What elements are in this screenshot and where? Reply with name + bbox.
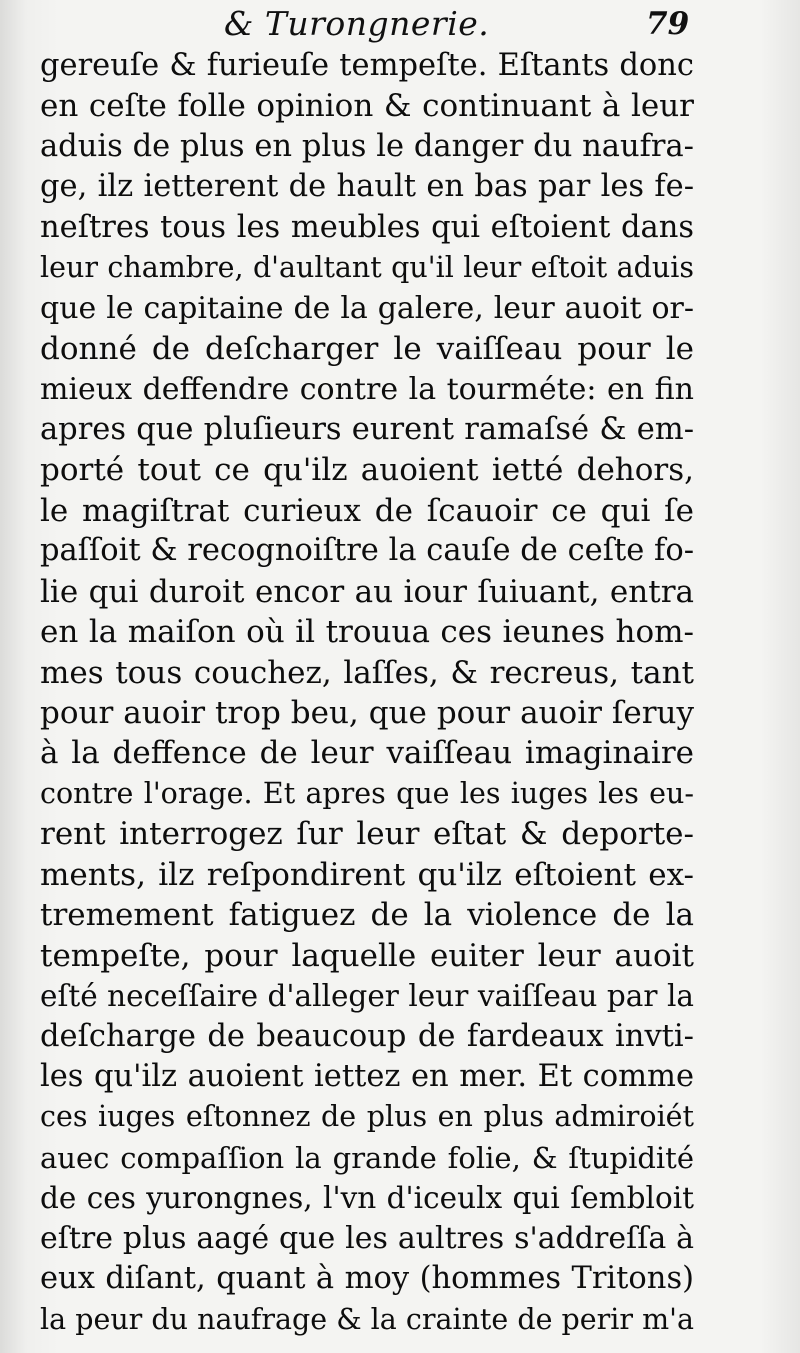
text-line: la peur du naufrage & la crainte de perir m'a xyxy=(40,1302,694,1336)
text-line: que le capitaine de la galere, leur auoit or- xyxy=(40,290,694,326)
text-line: en ceſte folle opinion & continuant à leur xyxy=(40,88,694,125)
text-line: donné de deſcharger le vaiſſeau pour le xyxy=(40,331,694,368)
text-line: neſtres tous les meubles qui eſtoient dans xyxy=(40,209,694,245)
text-line: aduis de plus en plus le danger du naufra- xyxy=(40,128,694,164)
text-line: de ces yurongnes, l'vn d'iceulx qui ſembloit xyxy=(40,1181,694,1216)
text-line: gereuſe & furieuſe tempeſte. Eſtants donc xyxy=(40,48,694,83)
text-line: deſcharge de beaucoup de fardeaux invti- xyxy=(40,1018,694,1054)
text-line: eſté neceſſaire d'alleger leur vaiſſeau par la xyxy=(40,979,694,1014)
text-line: ces iuges eſtonnez de plus en plus admiroiét xyxy=(40,1100,694,1134)
text-line: eux diſant, quant à moy (hommes Tritons) xyxy=(40,1261,694,1297)
text-line: mieux deffendre contre la tourméte: en fin xyxy=(40,371,694,407)
text-line: auec compaſſion la grande folie, & ſtupidité xyxy=(40,1140,694,1175)
text-line: tempeſte, pour laquelle euiter leur auoit xyxy=(40,937,694,974)
text-line: ments, ilz reſpondirent qu'ilz eſtoient ex- xyxy=(40,856,694,893)
text-line: en la maiſon où il trouua ces ieunes hom- xyxy=(40,614,694,651)
text-line: contre l'orage. Et apres que les iuges les eu- xyxy=(40,776,694,810)
text-line: tremement fatiguez de la violence de la xyxy=(40,897,694,934)
text-line: ge, ilz ietterent de hault en bas par les fe- xyxy=(40,169,694,205)
text-line: à la deffence de leur vaiſſeau imaginaire xyxy=(40,735,694,772)
text-line: les qu'ilz auoient iettez en mer. Et comme xyxy=(40,1058,694,1094)
text-line: pour auoir trop beu, que pour auoir ſeruy xyxy=(40,695,694,731)
text-line: lie qui duroit encor au iour ſuiuant, entra xyxy=(40,573,694,610)
text-line: rent interrogez ſur leur eſtat & deporte- xyxy=(40,816,694,853)
page-number: 79 xyxy=(646,6,690,42)
body-text xyxy=(40,46,694,1340)
text-line: paſſoit & recognoiſtre la cauſe de ceſte fo- xyxy=(40,533,694,569)
text-line: mes tous couchez, laſſes, & recreus, tant xyxy=(40,654,694,691)
text-line: le magiſtrat curieux de ſcauoir ce qui ſe xyxy=(40,492,694,529)
text-line: porté tout ce qu'ilz auoient ietté dehors, xyxy=(40,452,694,489)
text-line: apres que pluſieurs eurent ramaſsé & em- xyxy=(40,411,694,447)
page-header xyxy=(0,0,800,43)
running-title: & Turongnerie. xyxy=(224,4,490,43)
text-line: leur chambre, d'aultant qu'il leur eſtoit aduis xyxy=(40,251,694,285)
text-line: eſtre plus aagé que les aultres s'addreſſa à xyxy=(40,1220,694,1256)
